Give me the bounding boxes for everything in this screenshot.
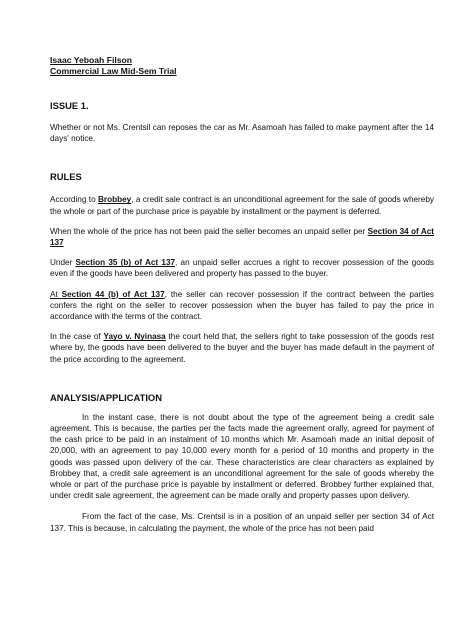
rules-p2-ref: Section 34 of Act 137 <box>50 226 435 248</box>
rules-paragraph-5 <box>50 331 434 365</box>
document-page <box>50 55 434 534</box>
rules-p2-pre: When the whole of the price has not been paid the seller becomes an unpaid seller per <box>50 226 368 236</box>
rules-p1-post: , a credit sale contract is an unconditional agreement for the sale of goods whereby the whole or part of the purchase price is payable by installment or the payment is deferred. <box>50 195 434 216</box>
issue-heading: ISSUE 1. <box>50 100 89 111</box>
rules-heading: RULES <box>50 171 82 183</box>
rules-paragraph-4 <box>50 289 434 323</box>
rules-p1-pre: According to <box>50 195 98 205</box>
rules-p5-ref: Yayo v. Nyinasa <box>103 332 166 342</box>
issue-text: Whether or not Ms. Crentsil can reposes the car as Mr. Asamoah has failed to make payment after the 14 days' notice. <box>50 123 434 144</box>
rules-p4-post: , the seller can recover possession if the contract between the parties confers the right on the seller to recover possession when the buyer has failed to pay the price in accordance with the terms of the contract. <box>50 289 434 322</box>
rules-p1-ref: Brobbey <box>98 195 132 205</box>
analysis-paragraph-1: In the instant case, there is not doubt about the type of the agreement being a credit sale agreement. This is because, the parties per the facts made the agreement orally, agreed for payment of the cash price to be paid in an instalment of 10 months which Mr. Asamoah made an initial deposit of 20,000, with an agreement to pay 10,000 every month for a period of 10 months and property in the goods was passed upon delivery of the car. These characteristics are clear characters as explained by Brobbey that, a credit sale agreement is an unconditional agreement for the sale of goods whereby the whole or part of the purchase price is payable by installment or deferred. Brobbey further explained that, under credit sale agreement, the agreement can be made orally and property passes upon delivery. <box>50 412 434 501</box>
rules-p5-pre: In the case of <box>50 332 104 342</box>
rules-p3-ref: Section 35 (b) of Act 137 <box>75 258 176 268</box>
rules-p4-ref: Section 44 (b) of Act 137 <box>61 289 165 299</box>
rules-p5-post: the court held that, the sellers right to take possession of the goods rest where by, the goods have been delivered to the buyer and the buyer has made default in the payment of the price according to the agreement. <box>50 332 434 364</box>
rules-p4-pre: At <box>50 289 62 299</box>
rules-paragraph-3 <box>50 257 434 279</box>
analysis-paragraph-2: From the fact of the case, Ms. Crentsil is in a position of an unpaid seller per section 34 of Act 137. This is because, in calculating the payment, the whole of the price has not been paid <box>50 512 434 533</box>
author-name: Isaac Yeboah Filson <box>50 55 132 65</box>
rules-paragraph-1 <box>50 194 434 216</box>
rules-p3-pre: Under <box>50 258 76 268</box>
rules-p3-post: , an unpaid seller accrues a right to recover possession of the goods even if the goods have been delivered and property has passed to the buyer. <box>50 258 434 279</box>
rules-paragraph-2 <box>50 226 434 248</box>
analysis-heading: ANALYSIS/APPLICATION <box>50 391 162 403</box>
document-subject: Commercial Law Mid-Sem Trial <box>50 66 177 76</box>
